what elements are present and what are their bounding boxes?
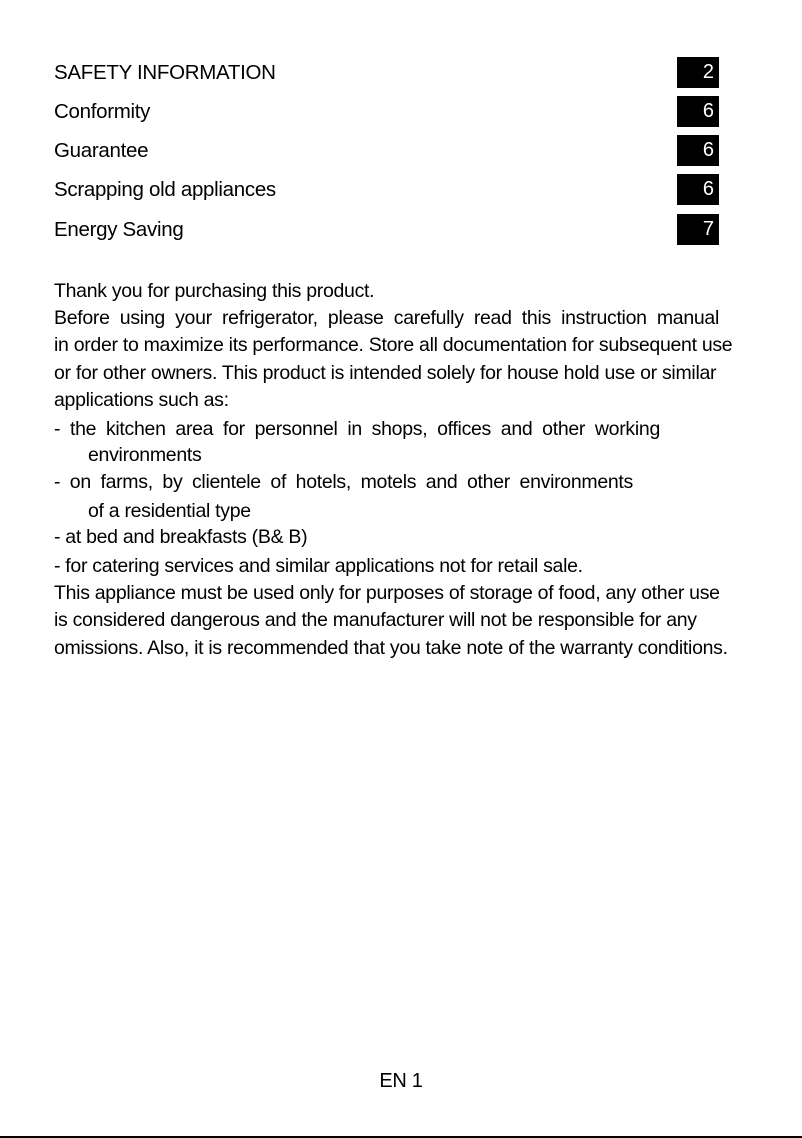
toc-item-label: SAFETY INFORMATION	[54, 61, 276, 84]
intro-line: Before using your refrigerator, please carefully read this instruction manual	[54, 307, 719, 329]
toc-page-number: 7	[677, 214, 719, 245]
intro-line: applications such as:	[54, 389, 229, 411]
list-item-continuation: environments	[88, 444, 202, 466]
toc-page-number: 6	[677, 174, 719, 205]
list-item: - the kitchen area for personnel in shops, offices and other working	[54, 418, 660, 440]
intro-thanks: Thank you for purchasing this product.	[54, 280, 375, 302]
toc-item-label: Conformity	[54, 100, 151, 123]
toc-item-label: Energy Saving	[54, 218, 184, 241]
list-item: - for catering services and similar applications not for retail sale.	[54, 555, 583, 577]
page-number: EN 1	[379, 1070, 423, 1092]
list-item-continuation: of a residential type	[88, 500, 251, 522]
toc-item-conformity[interactable]	[54, 96, 719, 127]
toc-page-number: 2	[677, 57, 719, 88]
toc-item-safety-information[interactable]	[54, 57, 719, 88]
intro-line: in order to maximize its performance. Store all documentation for subsequent use	[54, 334, 733, 356]
usage-line: omissions. Also, it is recommended that you take note of the warranty conditions.	[54, 637, 728, 659]
usage-line: is considered dangerous and the manufacturer will not be responsible for any	[54, 609, 697, 631]
toc-page-number: 6	[677, 135, 719, 166]
toc-item-scrapping-old-appliances[interactable]	[54, 174, 719, 205]
list-item: - on farms, by clientele of hotels, motels and other environments	[54, 471, 633, 493]
intro-line: or for other owners. This product is intended solely for house hold use or similar	[54, 362, 717, 384]
toc-item-guarantee[interactable]	[54, 135, 719, 166]
usage-line: This appliance must be used only for purposes of storage of food, any other use	[54, 582, 720, 604]
toc-page-number: 6	[677, 96, 719, 127]
list-item: - at bed and breakfasts (B& B)	[54, 526, 308, 548]
toc-item-label: Scrapping old appliances	[54, 178, 276, 201]
toc-item-label: Guarantee	[54, 139, 149, 162]
toc-item-energy-saving[interactable]	[54, 214, 719, 245]
